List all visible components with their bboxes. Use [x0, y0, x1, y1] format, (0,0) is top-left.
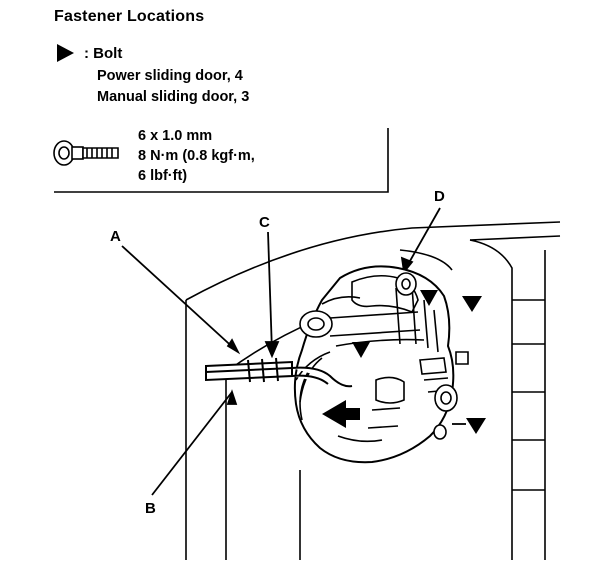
- bolt-marker-right-edge: [462, 296, 482, 312]
- spec-torque-imperial: 6 lbf·ft): [138, 168, 188, 184]
- callout-leader-d: [402, 208, 440, 272]
- spec-bolt-size: 6 x 1.0 mm: [138, 128, 213, 144]
- callout-leader-a: [122, 246, 238, 352]
- solid-triangle-marker: [57, 44, 74, 62]
- callout-label-d: D: [434, 188, 445, 205]
- callout-label-a: A: [110, 228, 121, 245]
- callout-label-b: B: [145, 500, 156, 517]
- callout-leader-c: [266, 232, 278, 356]
- legend-manual-sliding-door: Manual sliding door, 3: [97, 89, 250, 105]
- legend-power-sliding-door: Power sliding door, 4: [97, 68, 243, 84]
- callout-label-c: C: [259, 214, 270, 231]
- bolt-screw-icon: [54, 141, 118, 165]
- callout-leader-b: [152, 392, 236, 495]
- page-title: Fastener Locations: [54, 8, 205, 25]
- spec-torque-metric: 8 N·m (0.8 kgf·m,: [138, 148, 255, 164]
- bolt-marker-lower-right: [466, 418, 486, 434]
- legend-bolt-label: : Bolt: [84, 45, 123, 62]
